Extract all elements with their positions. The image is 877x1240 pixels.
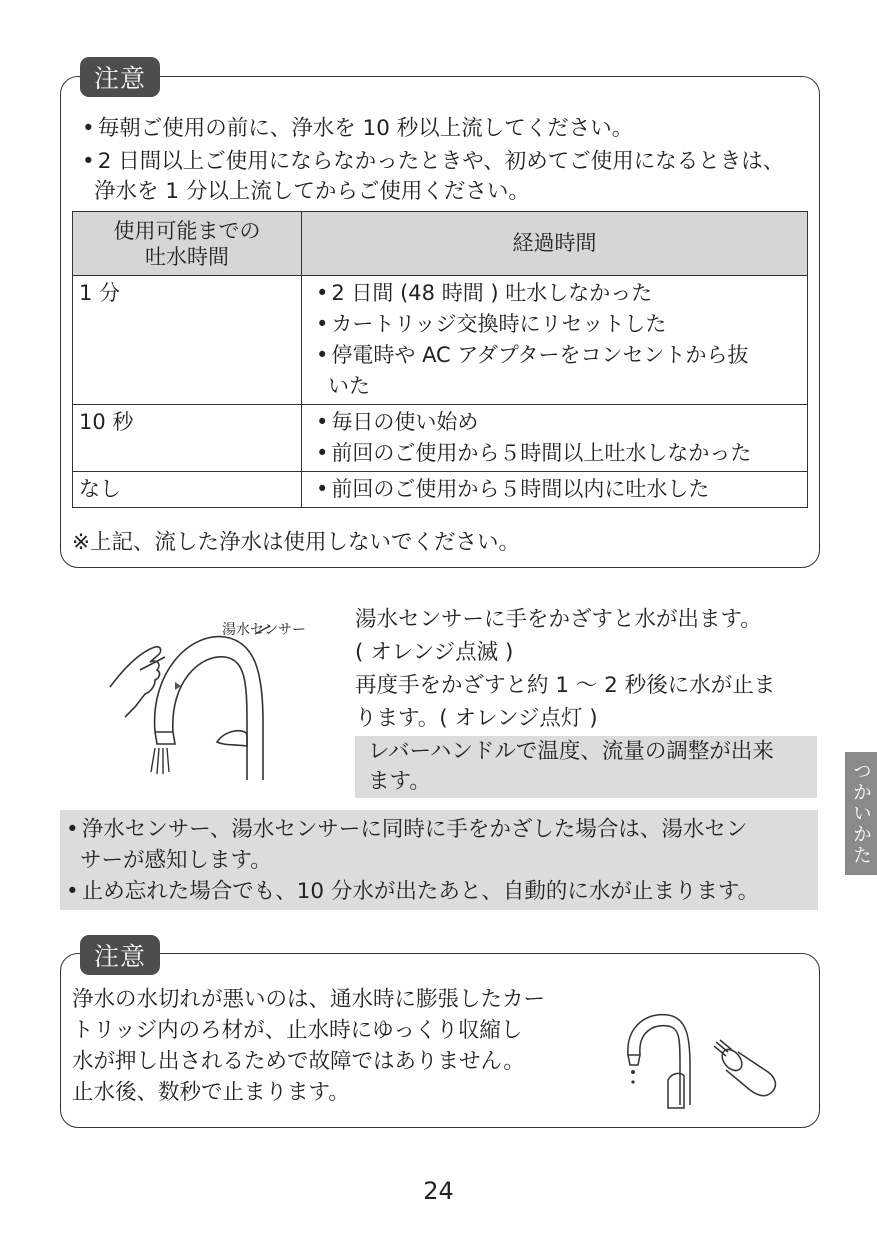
- note-item-cont: サーが感知します。: [80, 848, 272, 873]
- table-header-elapsed: 経過時間: [302, 212, 808, 276]
- caution2-text: トリッジ内のろ材が、止水時にゆっくり収縮し: [72, 1018, 523, 1043]
- caution2-text: 水が押し出されるためで故障ではありません。: [72, 1049, 525, 1074]
- note-item: • 浄水センサー、湯水センサーに同時に手をかざした場合は、湯水セン: [66, 814, 747, 846]
- table-header-row: [73, 212, 808, 276]
- caution-bullet: • 2 日間以上ご使用にならなかったときや、初めてご使用になるときは、: [82, 146, 784, 178]
- caution-badge-2: 注意: [80, 935, 160, 975]
- caution-bullet-cont: 浄水を 1 分以上流してからご使用ください。: [94, 179, 530, 204]
- caution-bullet: • 毎朝ご使用の前に、浄水を 10 秒以上流してください。: [82, 113, 633, 145]
- table-cell-items: • 2 日間 (48 時間 ) 吐水しなかった • カートリッジ交換時にリセットした • 停電時や AC アダプターをコンセントから抜 いた: [302, 276, 808, 405]
- table-cell-time: 1 分: [73, 276, 302, 405]
- sensor-text: ( オレンジ点滅 ): [355, 640, 514, 665]
- table-cell-items: • 毎日の使い始め • 前回のご使用から５時間以上吐水しなかった: [302, 405, 808, 472]
- caution2-text: 止水後、数秒で止まります。: [72, 1080, 350, 1105]
- lever-note: ます。: [368, 769, 431, 794]
- page-number: 24: [423, 1177, 454, 1205]
- caution2-text: 浄水の水切れが悪いのは、通水時に膨張したカー: [72, 987, 546, 1012]
- caution-badge: 注意: [80, 57, 160, 97]
- faucet-cartridge-illustration: [618, 1010, 788, 1110]
- lever-note: レバーハンドルで温度、流量の調整が出来: [368, 739, 774, 764]
- table-cell-time: なし: [73, 472, 302, 508]
- table-cell-items: • 前回のご使用から５時間以内に吐水した: [302, 472, 808, 508]
- note-item: • 止め忘れた場合でも、10 分水が出たあと、自動的に水が止まります。: [66, 876, 759, 908]
- elapsed-time-table: [72, 211, 808, 508]
- table-row: [73, 472, 808, 508]
- table-header-time: 使用可能までの 吐水時間: [73, 212, 302, 276]
- side-tab: つかいかた: [845, 752, 877, 875]
- sensor-text: ります。( オレンジ点灯 ): [355, 706, 598, 731]
- sensor-text: 再度手をかざすと約 1 ～ 2 秒後に水が止ま: [355, 673, 776, 698]
- table-row: [73, 405, 808, 472]
- table-row: [73, 276, 808, 405]
- table-cell-time: 10 秒: [73, 405, 302, 472]
- sensor-text: 湯水センサーに手をかざすと水が出ます。: [355, 607, 762, 632]
- sensor-label: 湯水センサー: [222, 622, 306, 638]
- caution-note: ※上記、流した浄水は使用しないでください。: [72, 530, 521, 555]
